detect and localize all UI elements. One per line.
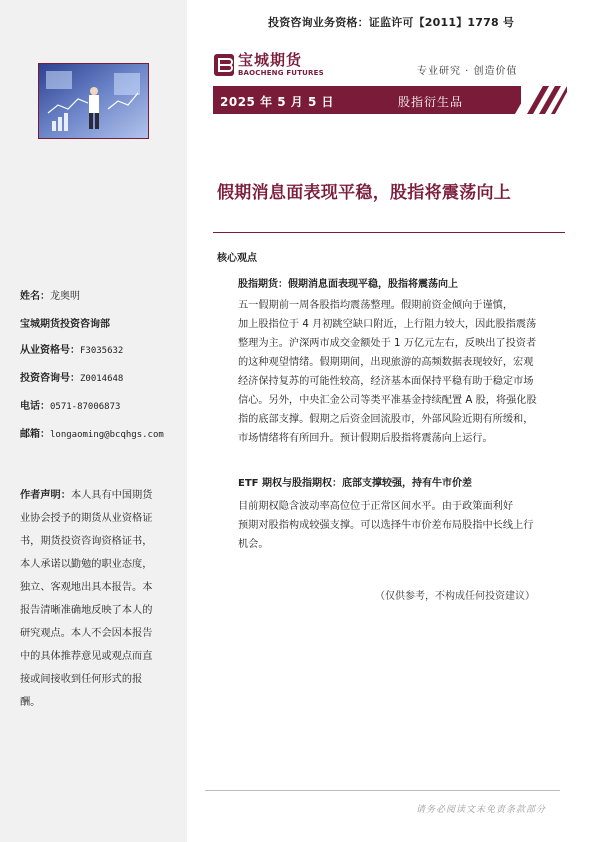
body-line: 信心。另外，中央汇金公司等类平准基金持续配置 A 股，将强化股: [238, 395, 537, 406]
company-logo: [213, 50, 324, 80]
section-body-futures: [238, 296, 550, 448]
body-line: 预期对股指构成较强支撑。可以选择牛市价差布局股指中长线上行: [238, 520, 534, 531]
license-line: 投资咨询业务资格：证监许可【2011】1778 号: [268, 16, 515, 29]
author-phone-value: 0571-87006873: [50, 402, 121, 412]
author-advisor-label: 投资咨询号：: [20, 373, 80, 384]
section-heading-futures: 股指期货：假期消息面表现平稳，股指将震荡向上: [238, 279, 458, 290]
author-email-label: 邮箱：: [20, 429, 50, 440]
statement-line: 中的具体推荐意见或观点而直: [20, 651, 153, 662]
section-heading-options: ETF 期权与股指期权：底部支撑较强，持有牛市价差: [238, 478, 472, 489]
slogan: 专业研究 · 创造价值: [417, 66, 518, 77]
statement-label: 作者声明：: [20, 490, 71, 501]
statement-line: 本人承诺以勤勉的职业态度，: [20, 559, 153, 570]
banner-stripes-icon: [505, 86, 567, 114]
author-cert-label: 从业资格号：: [20, 345, 80, 356]
author-statement: [20, 484, 180, 714]
businessman-photo: [38, 63, 149, 139]
body-line: 市场情绪将有所回升。预计假期后股指将震荡向上运行。: [238, 433, 493, 444]
body-line: 加上股指位于 4 月初跳空缺口附近，上行阻力较大，因此股指震荡: [238, 319, 537, 330]
author-advisor: [20, 369, 123, 384]
statement-line: 报告清晰准确地反映了本人的: [20, 605, 153, 616]
author-name-label: 姓名：: [20, 291, 50, 302]
author-phone: [20, 397, 120, 412]
statement-line: 业协会授予的期货从业资格证: [20, 513, 153, 524]
footer-divider: [205, 790, 560, 791]
statement-line: [20, 484, 180, 507]
body-line: 指的底部支撑。假期之后资金回流股市，外部风险近期有所缓和，: [238, 414, 534, 425]
author-email: [20, 425, 164, 440]
author-name-value: 龙奥明: [50, 291, 80, 302]
section-body-options: [238, 497, 550, 554]
author-dept-value: 宝城期货投资咨询部: [20, 319, 110, 330]
logo-en: BAOCHENG FUTURES: [238, 69, 324, 77]
statement-line-0: 本人具有中国期货: [70, 490, 153, 501]
title-divider: [213, 232, 565, 233]
statement-line: 接或间接收到任何形式的报: [20, 674, 143, 685]
report-date: 2025 年 5 月 5 日: [220, 95, 334, 109]
footer-note: 请务必阅读文末免责条款部分: [416, 805, 547, 815]
logo-cn: 宝城期货: [238, 51, 303, 69]
statement-line: 酬。: [20, 697, 41, 708]
author-email-value: longaoming@bcqhgs.com: [50, 430, 164, 440]
statement-line: 书，期货投资咨询资格证书，: [20, 536, 153, 547]
core-view-label: 核心观点: [217, 253, 257, 264]
statement-line: 独立、客观地出具本报告。本: [20, 582, 153, 593]
author-cert: [20, 341, 123, 356]
report-title: 假期消息面表现平稳，股指将震荡向上: [217, 183, 512, 203]
statement-line: 研究观点。本人不会因本报告: [20, 628, 153, 639]
report-category: 股指衍生品: [398, 95, 464, 109]
body-line: 五一假期前一周各股指均震荡整理。假期前资金倾向于谨慎，: [238, 300, 514, 311]
author-advisor-value: Z0014648: [80, 374, 124, 384]
logo-mark-icon: [213, 52, 235, 78]
body-line: 整理为主。沪深两市成交金额处于 1 万亿元左右，反映出了投资者: [238, 338, 537, 349]
body-line: 经济保持复苏的可能性较高，经济基本面保持平稳有助于稳定市场: [238, 376, 534, 387]
body-line: 机会。: [238, 539, 269, 550]
body-line: 的这种观望情绪。假期期间，出现旅游的高频数据表现较好，宏观: [238, 357, 534, 368]
investment-disclaimer: （仅供参考，不构成任何投资建议）: [375, 591, 535, 602]
body-line: 目前期权隐含波动率高位位于正常区间水平。由于政策面利好: [238, 501, 514, 512]
author-cert-value: F3035632: [80, 346, 124, 356]
author-phone-label: 电话：: [20, 401, 50, 412]
author-dept: [20, 315, 110, 330]
author-name: [20, 287, 80, 302]
